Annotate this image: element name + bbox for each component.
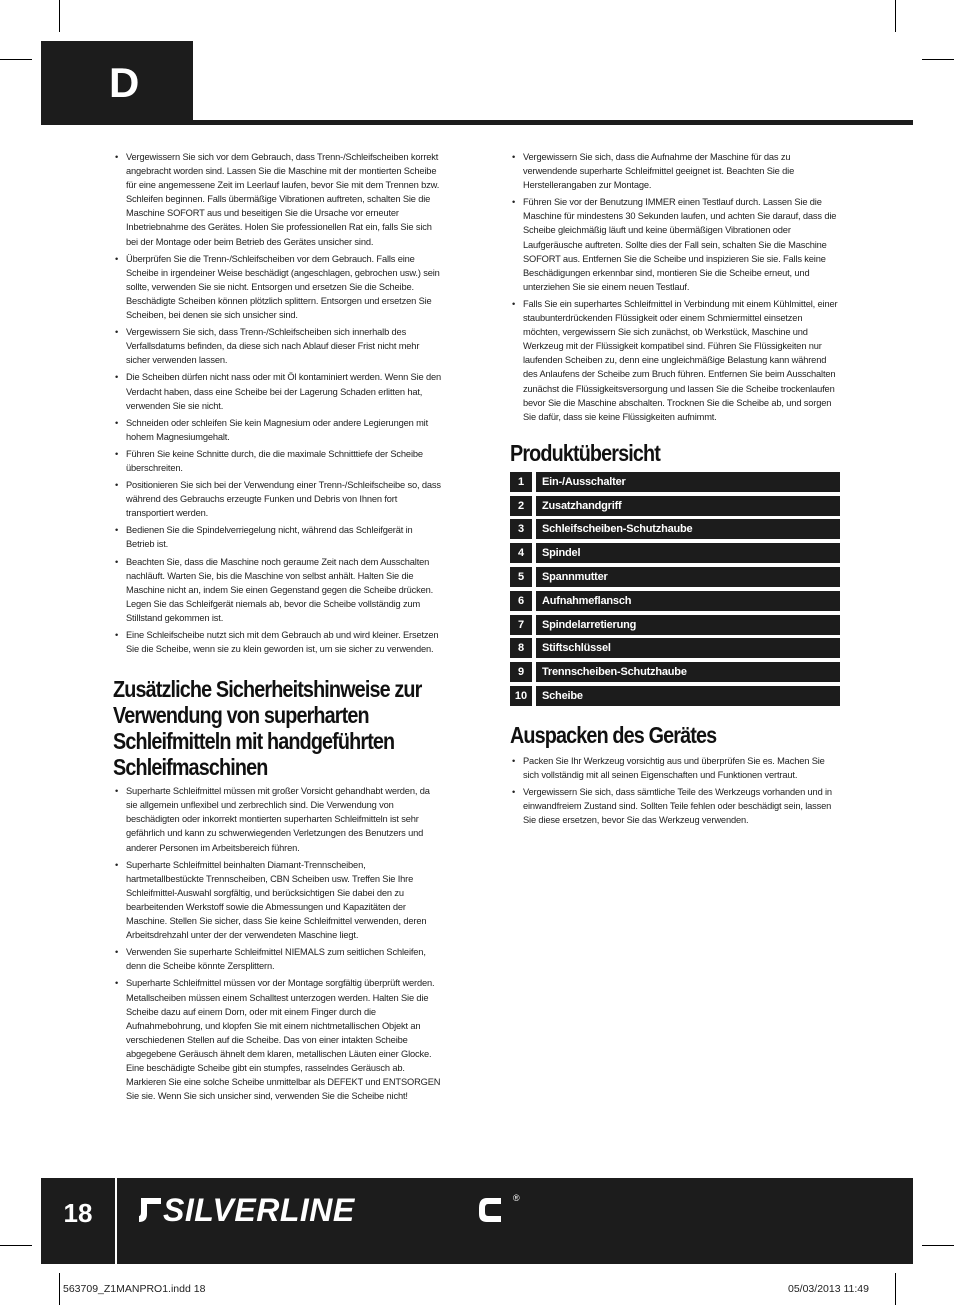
part-number: 8 — [510, 638, 532, 658]
list-item: • Vergewissern Sie sich, dass sämtliche Teile des Werkzeugs vorhanden und in einwandfreiem Zustand sind. Sollten Teile fehlen oder beschädigt sein, lassen Sie diese ersetzen, bevor Sie das Werkzeug verwenden. — [510, 785, 840, 827]
list-item: • Superharte Schleifmittel müssen mit großer Vorsicht gehandhabt werden, da sie allgemein unflexibel und zerbrechlich sind. Die Verwendung von beschädigten oder inkorrekt montierten superharten Schleifmitteln ist sehr gefährlich und kann zu schwerwiegenden Verletzungen des Benutzers und anderer Personen im Arbeitsbereich führen. — [113, 784, 443, 854]
part-number: 7 — [510, 615, 532, 635]
page-number: 18 — [63, 1198, 93, 1228]
part-label: Ein-/Ausschalter — [536, 472, 840, 492]
part-row — [510, 662, 840, 682]
list-item: • Positionieren Sie sich bei der Verwendung einer Trenn-/Schleifscheibe so, dass während des Gebrauchs erzeugte Funken und Debris von Ihnen fort transportiert werden. — [113, 478, 443, 520]
part-row — [510, 615, 840, 635]
safety-list-left — [113, 150, 443, 656]
crop-mark — [59, 0, 60, 32]
part-label: Scheibe — [536, 686, 840, 706]
part-label: Stiftschlüssel — [536, 638, 840, 658]
part-label: Schleifscheiben-Schutzhaube — [536, 519, 840, 539]
unpack-list — [510, 754, 840, 827]
header-rule — [193, 120, 913, 125]
list-item: • Führen Sie keine Schnitte durch, die die maximale Schnitttiefe der Scheibe überschreiten. — [113, 447, 443, 475]
parts-list — [510, 472, 840, 706]
part-number: 10 — [510, 686, 532, 706]
list-item: • Schneiden oder schleifen Sie kein Magnesium oder andere Legierungen mit hohem Magnesiumgehalt. — [113, 416, 443, 444]
part-row — [510, 543, 840, 563]
crop-mark — [922, 1245, 954, 1246]
list-item: • Vergewissern Sie sich vor dem Gebrauch, dass Trenn-/Schleifscheiben korrekt angebracht worden sind. Lassen Sie die Maschine mit der montierten Scheibe für eine angemessene Zeit im Leerlauf laufen, bevor Sie mit dem Trennen bzw. Schleifen beginnen. Falls übermäßige Vibrationen auftreten, schalten Sie die Maschine SOFORT aus und beseitigen Sie die Ursache vor erneuter Inbetriebnahme des Gerätes. Holen Sie professionellen Rat ein, falls Sie sich bei der Montage oder beim Betrieb des Gerätes unsicher sind. — [113, 150, 443, 249]
list-item: • Überprüfen Sie die Trenn-/Schleifscheiben vor dem Gebrauch. Falls eine Scheibe in irgendeiner Weise beschädigt (angeschlagen, gebrochen usw.) sein sollte, verwenden Sie sie nicht. Entsorgen und ersetzen Sie die Scheibe. Beschädigte Scheiben können plötzlich splittern. Entsorgen und ersetzen Sie Scheiben, bei denen sie sich unsicher sind. — [113, 252, 443, 322]
part-row — [510, 496, 840, 516]
part-number: 2 — [510, 496, 532, 516]
language-tab: D — [41, 41, 193, 125]
logo-hook-icon — [135, 1192, 165, 1228]
part-label: Spindelarretierung — [536, 615, 840, 635]
list-item: • Superharte Schleifmittel müssen vor der Montage sorgfältig überprüft werden. Metallscheiben müssen einem Schalltest unterzogen werden. Halten Sie die Scheibe dazu auf einem Dorn, oder mit einem Finger durch die Aufnahmebohrung, und klopfen Sie mit einem nichtmetallischen Objekt an verschiedenen Stellen auf die Scheibe. Das von einer intakten Scheibe abgegebene Geräusch ähnelt dem klaren, metallischen Läuten einer Glocke. Eine beschädigte Scheibe gibt ein stumpfes, rasselndes Geräusch ab. Markieren Sie eine solche Scheibe unmittelbar als DEFEKT und ENTSORGEN Sie sie. Wenn Sie sich unsicher sind, verwenden Sie die Scheibe nicht! — [113, 976, 443, 1103]
list-item: • Vergewissern Sie sich, dass die Aufnahme der Maschine für das zu verwendende superharte Schleifmittel geeignet ist. Beachten Sie die Herstellerangaben zur Montage. — [510, 150, 840, 192]
footer-bar — [41, 1178, 913, 1264]
part-number: 1 — [510, 472, 532, 492]
right-column — [510, 150, 840, 830]
overview-heading: Produktübersicht — [510, 439, 661, 466]
silverline-logo — [135, 1188, 520, 1232]
crop-mark — [0, 1245, 32, 1246]
list-item: • Eine Schleifscheibe nutzt sich mit dem Gebrauch ab und wird kleiner. Ersetzen Sie die Scheibe, wenn sie zu klein geworden ist, um sie sicher zu verwenden. — [113, 628, 443, 656]
superhard-heading: Zusätzliche Sicherheitshinweise zur Verwendung von superharten Schleifmitteln mit handgeführten Schleifmaschinen — [113, 676, 422, 781]
list-item: • Führen Sie vor der Benutzung IMMER einen Testlauf durch. Lassen Sie die Maschine für mindestens 30 Sekunden laufen, und achten Sie darauf, dass die Scheibe gleichmäßig läuft und keine übermäßigen Vibrationen oder Laufgeräusche auftreten. Sollte dies der Fall sein, schalten Sie die Maschine SOFORT aus. Entfernen Sie die Scheibe und inspizieren Sie sie. Falls keine Beschädigungen erkennbar sind, montieren Sie die Scheibe erneut, und unterziehen Sie sie einem neuen Testlauf. — [510, 195, 840, 294]
crop-mark — [895, 0, 896, 32]
part-row — [510, 638, 840, 658]
left-column — [113, 150, 443, 1106]
list-item: • Superharte Schleifmittel beinhalten Diamant-Trennscheiben, hartmetallbestückte Trennscheiben, CBN Scheiben usw. Treffen Sie Ihre Schleifmittel-Auswahl sorgfältig, und berücksichtigen Sie dabei den zu bearbeitenden Werkstoff sowie die Abmessungen und Kapazitäten der Maschine. Stellen Sie sicher, dass Sie keine Schleifmittel verwenden, deren Arbeitsdrehzahl unter der der verwendeten Maschine liegt. — [113, 858, 443, 943]
date-slug: 05/03/2013 11:49 — [788, 1283, 869, 1295]
part-number: 3 — [510, 519, 532, 539]
footer-divider — [115, 1178, 117, 1264]
logo-text: SILVERLINE — [163, 1192, 355, 1228]
list-item: • Verwenden Sie superharte Schleifmittel NIEMALS zum seitlichen Schleifen, denn die Scheibe könnte Zersplittern. — [113, 945, 443, 973]
crop-mark — [59, 1273, 60, 1305]
part-row — [510, 686, 840, 706]
part-label: Spannmutter — [536, 567, 840, 587]
list-item: • Packen Sie Ihr Werkzeug vorsichtig aus und überprüfen Sie es. Machen Sie sich vollständig mit all seinen Eigenschaften und Funktionen vertraut. — [510, 754, 840, 782]
registered-mark: ® — [513, 1193, 520, 1203]
list-item: • Die Scheiben dürfen nicht nass oder mit Öl kontaminiert werden. Wenn Sie den Verdacht haben, dass eine Scheibe bei der Lagerung Schaden erlitten hat, verwenden Sie sie nicht. — [113, 370, 443, 412]
part-row — [510, 567, 840, 587]
crop-mark — [0, 59, 32, 60]
part-label: Trennscheiben-Schutzhaube — [536, 662, 840, 682]
part-number: 4 — [510, 543, 532, 563]
part-number: 6 — [510, 591, 532, 611]
part-number: 5 — [510, 567, 532, 587]
list-item: • Beachten Sie, dass die Maschine noch geraume Zeit nach dem Ausschalten nachläuft. Warten Sie, bis die Maschine von selbst anhält. Halten Sie die Maschine nicht an, indem Sie einen Gegenstand gegen die Scheibe drücken. Legen Sie das Schleifgerät niemals ab, bevor die Scheibe vollständig zum Stillstand gekommen ist. — [113, 555, 443, 625]
safety-list-right — [510, 150, 840, 424]
crop-mark — [895, 1273, 896, 1305]
part-label: Aufnahmeflansch — [536, 591, 840, 611]
superhard-list — [113, 784, 443, 1103]
part-row — [510, 472, 840, 492]
part-row — [510, 591, 840, 611]
part-row — [510, 519, 840, 539]
part-label: Zusatzhandgriff — [536, 496, 840, 516]
part-number: 9 — [510, 662, 532, 682]
logo-c-icon — [475, 1192, 505, 1228]
unpack-heading: Auspacken des Gerätes — [510, 721, 717, 748]
file-slug: 563709_Z1MANPRO1.indd 18 — [63, 1283, 206, 1295]
list-item: • Vergewissern Sie sich, dass Trenn-/Schleifscheiben sich innerhalb des Verfallsdatums befinden, da diese sich nach Ablauf dieser Frist nicht mehr sicher verwenden lassen. — [113, 325, 443, 367]
crop-mark — [922, 59, 954, 60]
part-label: Spindel — [536, 543, 840, 563]
list-item: • Falls Sie ein superhartes Schleifmittel in Verbindung mit einem Kühlmittel, einer staubunterdrückenden Flüssigkeit oder einem Schmiermittel einsetzen möchten, vergewissern Sie sich zunächst, ob Werkstück, Maschine und Werkzeug mit der Flüssigkeit kompatibel sind. Führen Sie Flüssigkeiten nur laufenden Scheiben zu, denn eine ungleichmäßige Belastung kann während des Anlaufens der Scheibe zum Bruch führen. Entfernen Sie beim Ausschalten zunächst die Flüssigkeitsversorgung und lassen Sie die Scheibe trockenlaufen bevor Sie die Maschine abschalten. Trocknen Sie die Scheibe ab, und sorgen Sie dafür, dass sie keine Flüssigkeiten aufnimmt. — [510, 297, 840, 424]
list-item: • Bedienen Sie die Spindelverriegelung nicht, während das Schleifgerät in Betrieb ist. — [113, 523, 443, 551]
